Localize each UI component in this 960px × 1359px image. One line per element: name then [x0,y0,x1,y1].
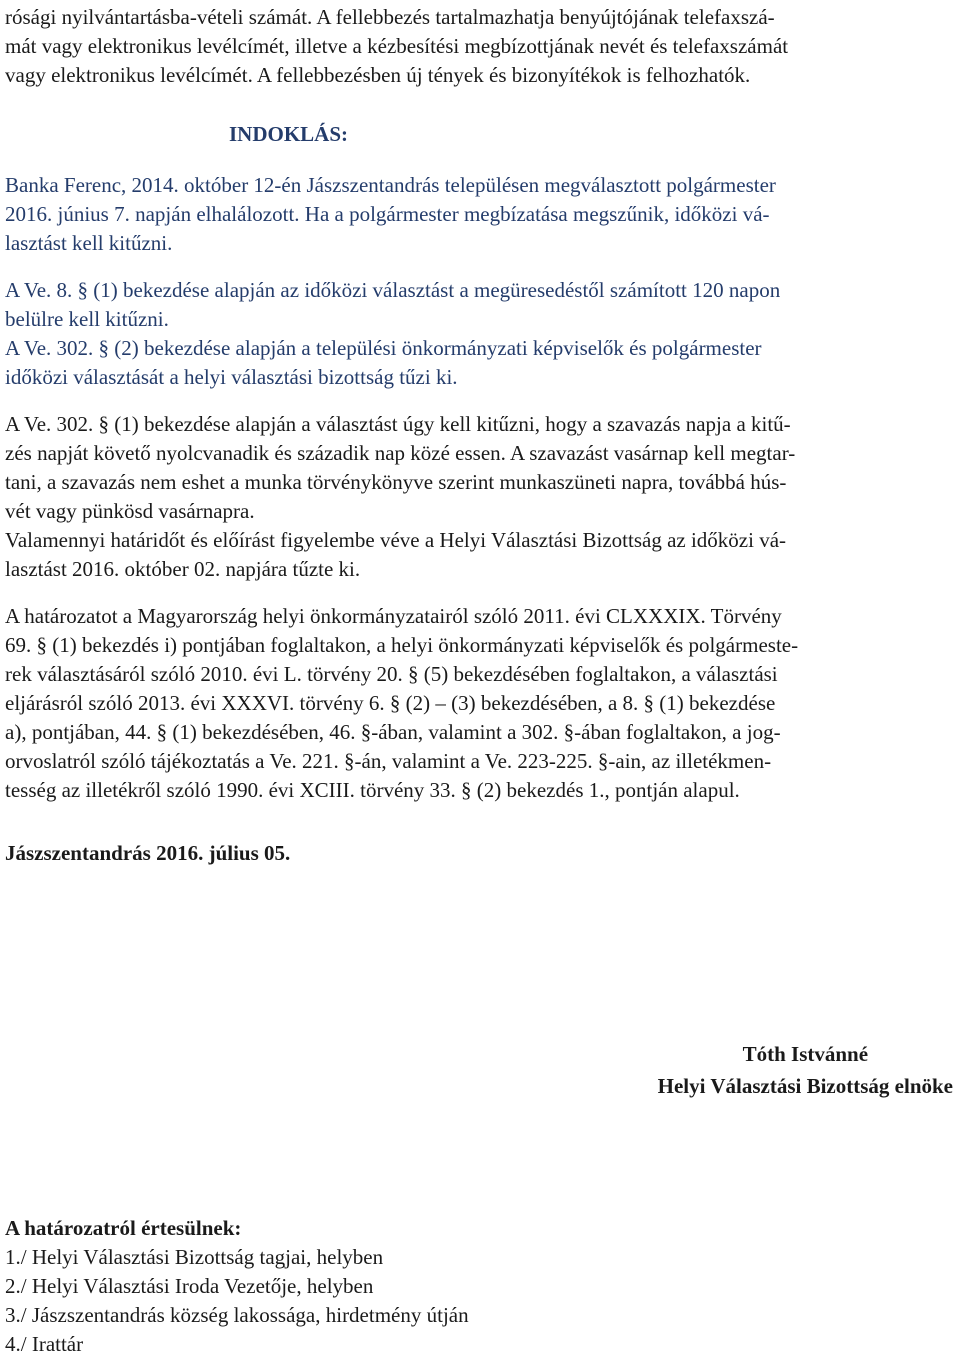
text-line: lasztást 2016. október 02. napjára tűzte ki. [5,557,361,581]
text-line: Valamennyi határidőt és előírást figyelembe véve a Helyi Választási Bizottság az időközi vá- [5,528,787,552]
list-item: 3./ Jászszentandrás község lakossága, hirdetmény útján [5,1303,469,1327]
text-line: rek választásáról szóló 2010. évi L. törvény 20. § (5) bekezdésében foglaltakon, a választási [5,662,778,686]
list-item: 4./ Irattár [5,1332,84,1356]
legal-basis-paragraph [5,602,955,805]
document-page [5,0,955,868]
list-item: 2./ Helyi Választási Iroda Vezetője, helyben [5,1274,374,1298]
intro-paragraph [5,3,955,90]
text-line: 69. § (1) bekezdés i) pontjában foglaltakon, a helyi önkormányzati képviselők és polgármeste- [5,633,799,657]
text-line: tesség az illetékről szóló 1990. évi XCIII. törvény 33. § (2) bekezdés 1., pontján alapul. [5,778,740,802]
text-line: zés napját követő nyolcvanadik és századik nap közé essen. A szavazást vasárnap kell megtar- [5,441,796,465]
notification-heading: A határozatról értesülnek: [5,1216,242,1240]
text-line: orvoslatról szóló tájékoztatás a Ve. 221. §-án, valamint a Ve. 223-225. §-ain, az illetékmen- [5,749,772,773]
text-line: tani, a szavazás nem eshet a munka törvénykönyve szerint munkaszüneti napra, továbbá hús- [5,470,787,494]
text-line: időközi választását a helyi választási bizottság tűzi ki. [5,365,458,389]
text-line: A Ve. 8. § (1) bekezdése alapján az időközi választást a megüresedéstől számított 120 napon [5,278,781,302]
text-line: rósági nyilvántartásba-vételi számát. A fellebbezés tartalmazhatja benyújtójának telefaxszá- [5,5,775,29]
text-line: Banka Ferenc, 2014. október 12-én Jászszentandrás településen megválasztott polgármester [5,173,776,197]
reasoning-paragraph-2 [5,276,955,392]
text-line: A Ve. 302. § (1) bekezdése alapján a választást úgy kell kitűzni, hogy a szavazás napja a kitű- [5,412,791,436]
text-line: lasztást kell kitűzni. [5,231,173,255]
text-line: A határozatot a Magyarország helyi önkormányzatairól szóló 2011. évi CLXXXIX. Törvény [5,604,782,628]
text-line: eljárásról szóló 2013. évi XXXVI. törvény 6. § (2) – (3) bekezdésében, a 8. § (1) bekezdése [5,691,776,715]
text-line: A Ve. 302. § (2) bekezdése alapján a települési önkormányzati képviselők és polgármester [5,336,762,360]
place-date: Jászszentandrás 2016. július 05. [5,841,291,865]
signer-title: Helyi Választási Bizottság elnöke [657,1074,953,1098]
text-line: 2016. június 7. napján elhalálozott. Ha a polgármester megbízatása megszűnik, időközi vá- [5,202,770,226]
signature-block [658,1040,953,1101]
signer-name: Tóth Istvánné [742,1042,869,1066]
text-line: a), pontjában, 44. § (1) bekezdésében, 46. §-ában, valamint a 302. §-ában foglaltakon, a jog- [5,720,781,744]
section-heading: INDOKLÁS: [229,122,349,146]
text-line: mát vagy elektronikus levélcímét, illetve a kézbesítési megbízottjának nevét és telefaxszámát [5,34,789,58]
text-line: belülre kell kitűzni. [5,307,169,331]
reasoning-paragraph-1 [5,171,955,258]
reasoning-paragraph-3 [5,410,955,584]
list-item: 1./ Helyi Választási Bizottság tagjai, helyben [5,1245,384,1269]
text-line: vét vagy pünkösd vasárnapra. [5,499,255,523]
notification-list [5,1214,469,1359]
text-line: vagy elektronikus levélcímét. A fellebbezésben új tények és bizonyítékok is felhozhatók. [5,63,751,87]
